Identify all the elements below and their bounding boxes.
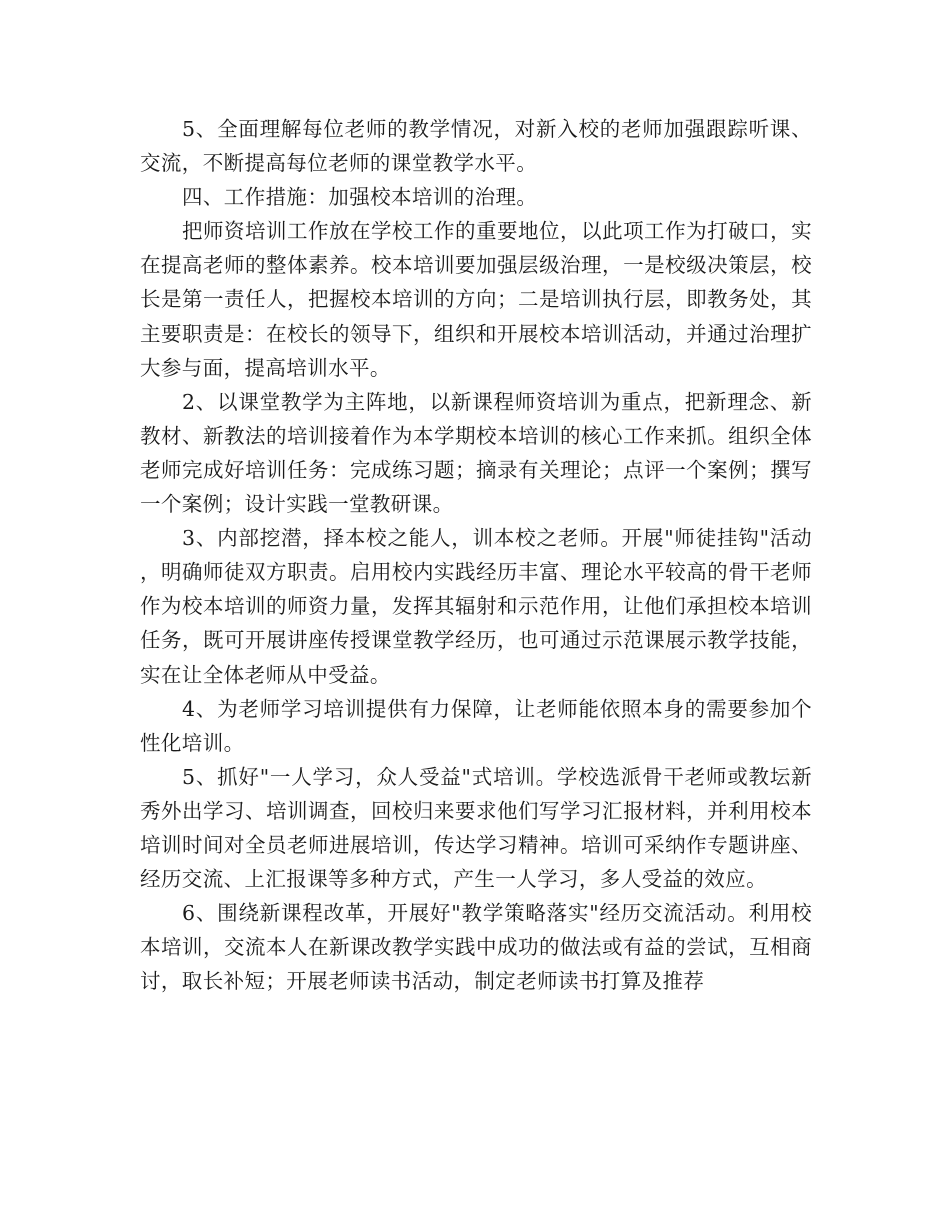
paragraph-point-3-mentoring: 3、内部挖潜，择本校之能人，训本校之老师。开展"师徒挂钩"活动，明确师徒双方职责。启用校内实践经历丰富、理论水平较高的骨干老师作为校本培训的师资力量，发挥其辐射和示范作用，让他们承担校本培训任务，既可开展讲座传授课堂教学经历，也可通过示范课展示教学技能，实在让全体老师从中受益。 [140,526,812,687]
document-body [140,112,812,998]
paragraph-point-5-learning: 5、抓好"一人学习，众人受益"式培训。学校选派骨干老师或教坛新秀外出学习、培训调查，回校归来要求他们写学习汇报材料，并利用校本培训时间对全员老师进展培训，传达学习精神。培训可采纳作专题讲座、经历交流、上汇报课等多种方式，产生一人学习，多人受益的效应。 [140,764,812,892]
paragraph-training-management: 把师资培训工作放在学校工作的重要地位，以此项工作为打破口，实在提高老师的整体素养。校本培训要加强层级治理，一是校级决策层，校长是第一责任人，把握校本培训的方向；二是培训执行层，即教务处，其主要职责是：在校长的领导下，组织和开展校本培训活动，并通过治理扩大参与面，提高培训水平。 [140,219,812,380]
paragraph-point-5-understanding: 5、全面理解每位老师的教学情况，对新入校的老师加强跟踪听课、交流，不断提高每位老师的课堂教学水平。 [140,117,812,176]
paragraph-point-6-reform: 6、围绕新课程改革，开展好"教学策略落实"经历交流活动。利用校本培训，交流本人在新课改教学实践中成功的做法或有益的尝试，互相商讨，取长补短；开展老师读书活动，制定老师读书打算及推荐 [140,901,812,994]
paragraph-point-2-classroom: 2、以课堂教学为主阵地，以新课程师资培训为重点，把新理念、新教材、新教法的培训接着作为本学期校本培训的核心工作来抓。组织全体老师完成好培训任务：完成练习题；摘录有关理论；点评一个案例；撰写一个案例；设计实践一堂教研课。 [140,389,812,517]
section-heading-measures: 四、工作措施：加强校本培训的治理。 [182,185,538,210]
paragraph-point-4-support: 4、为老师学习培训提供有力保障，让老师能依照本身的需要参加个性化培训。 [140,696,812,755]
